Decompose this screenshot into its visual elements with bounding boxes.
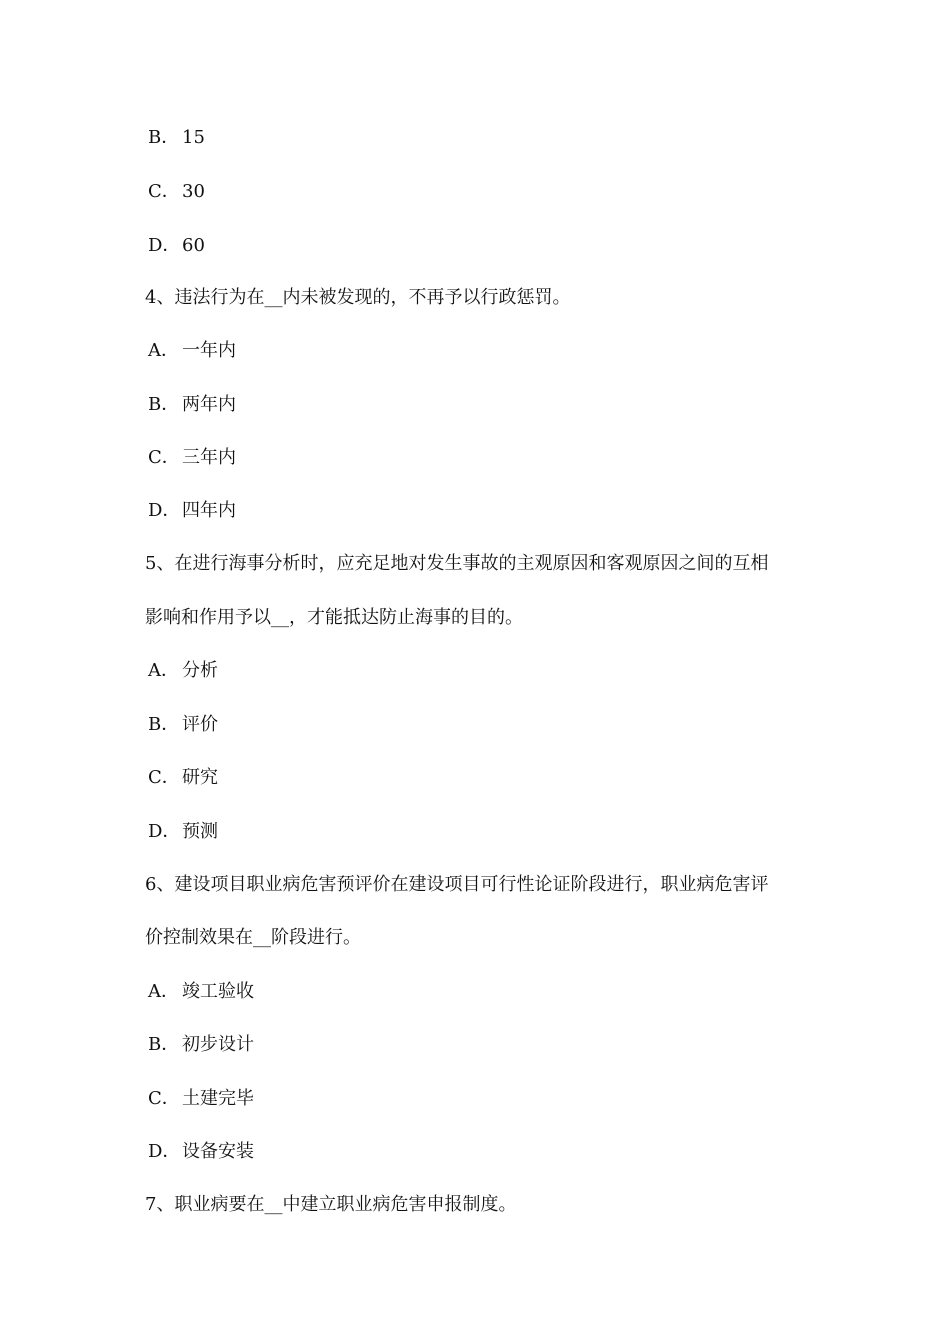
option-letter: B．	[148, 1034, 180, 1055]
q5-option-a	[148, 659, 218, 683]
option-letter: B．	[148, 714, 180, 735]
option-letter: D．	[148, 821, 181, 842]
q6-option-c	[148, 1087, 254, 1111]
option-letter: C．	[148, 181, 180, 202]
option-letter: A．	[148, 340, 179, 361]
q4-option-b	[148, 393, 236, 417]
option-text: 竣工验收	[182, 981, 254, 1002]
option-text: 预测	[182, 821, 218, 842]
option-text: 一年内	[182, 340, 236, 361]
q6-option-a	[148, 980, 254, 1004]
option-text: 30	[182, 181, 205, 202]
option-text: 两年内	[182, 394, 236, 415]
option-letter: D．	[148, 1141, 181, 1162]
option-letter: D．	[148, 235, 181, 256]
q6-option-b	[148, 1033, 254, 1057]
q6-stem-line-1: 6、建设项目职业病危害预评价在建设项目可行性论证阶段进行，职业病危害评	[145, 874, 769, 895]
q6-option-d	[148, 1140, 254, 1164]
option-letter: C．	[148, 447, 180, 468]
option-text: 60	[182, 235, 205, 256]
q6-stem-line-2: 价控制效果在__阶段进行。	[145, 927, 361, 948]
option-letter: C．	[148, 1088, 180, 1109]
q5-option-c	[148, 766, 218, 790]
q3-option-b	[148, 126, 205, 150]
option-text: 分析	[182, 660, 218, 681]
option-letter: B．	[148, 127, 180, 148]
q4-stem: 4、违法行为在__内未被发现的，不再予以行政惩罚。	[145, 287, 571, 308]
q5-option-d	[148, 820, 218, 844]
q3-option-c	[148, 180, 205, 204]
option-text: 四年内	[182, 500, 236, 521]
q5-stem-line-1: 5、在进行海事分析时，应充足地对发生事故的主观原因和客观原因之间的互相	[145, 553, 769, 574]
option-letter: D．	[148, 500, 181, 521]
option-letter: A．	[148, 660, 179, 681]
q5-option-b	[148, 713, 218, 737]
q7-stem: 7、职业病要在__中建立职业病危害申报制度。	[145, 1194, 517, 1215]
option-text: 初步设计	[182, 1034, 254, 1055]
option-letter: A．	[148, 981, 179, 1002]
q4-option-a	[148, 339, 236, 363]
q3-option-d	[148, 234, 205, 258]
option-text: 评价	[182, 714, 218, 735]
q4-option-d	[148, 499, 236, 523]
option-letter: C．	[148, 767, 180, 788]
q4-option-c	[148, 446, 236, 470]
option-letter: B．	[148, 394, 180, 415]
q5-stem-line-2: 影响和作用予以__，才能抵达防止海事的目的。	[145, 607, 523, 628]
option-text: 研究	[182, 767, 218, 788]
option-text: 15	[182, 127, 205, 148]
option-text: 设备安装	[182, 1141, 254, 1162]
option-text: 土建完毕	[182, 1088, 254, 1109]
option-text: 三年内	[182, 447, 236, 468]
